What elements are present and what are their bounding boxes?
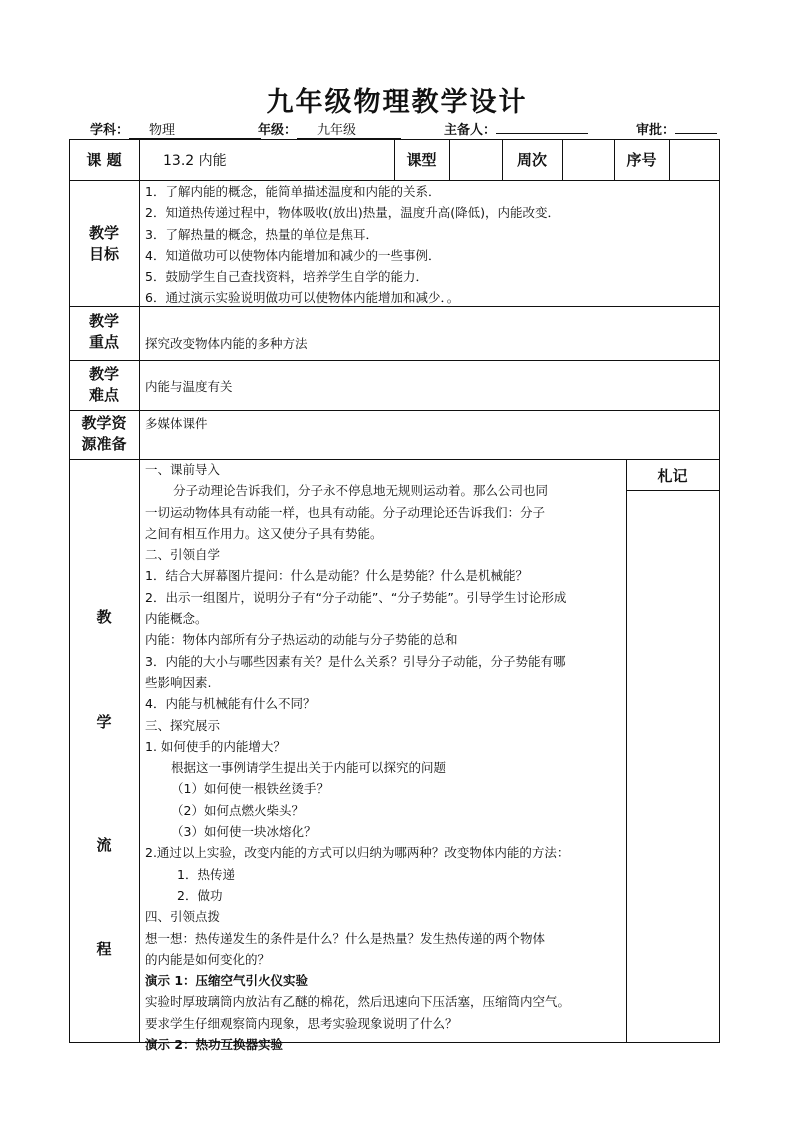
flow-line: 演示 1：压缩空气引火仪实验: [145, 973, 309, 989]
flow-line: 2．做功: [177, 887, 223, 903]
objectives-label: [69, 223, 139, 265]
key-point-label: [69, 311, 139, 353]
flow-line: 4．内能与机械能有什么不同？: [145, 696, 316, 712]
flow-line: 演示 2：热功互换器实验: [145, 1037, 284, 1053]
objective-item: 1．了解内能的概念，能简单描述温度和内能的关系．: [145, 184, 441, 199]
objectives-list: [145, 181, 715, 309]
difficulty-text: 内能与温度有关: [145, 379, 233, 394]
objective-item: 2．知道热传递过程中，物体吸收(放出)热量，温度升高(降低)，内能改变．: [145, 205, 560, 221]
difficulty-label-line1: 教学: [88, 365, 119, 383]
teaching-flow-content: [145, 459, 623, 1055]
objectives-label-line1: 教学: [88, 224, 119, 242]
flow-line: 1. 如何使手的内能增大？: [145, 738, 286, 754]
type-value: [449, 139, 502, 180]
week-value: [562, 139, 614, 180]
flow-label-char: 学: [96, 713, 112, 731]
resources-label-line1: 教学资: [81, 414, 127, 432]
grade-field: [258, 119, 401, 139]
flow-line: 3．内能的大小与哪些因素有关？是什么关系？引导分子动能，分子势能有哪: [145, 653, 566, 669]
flow-line: 根据这一事例请学生提出关于内能可以探究的问题: [171, 760, 447, 776]
review-label: 审批：: [636, 123, 676, 138]
flow-line: 2.通过以上实验，改变内能的方式可以归纳为哪两种？改变物体内能的方法：: [145, 845, 570, 861]
flow-label-char: 流: [96, 836, 112, 854]
flow-line: 二、引领自学: [145, 547, 221, 563]
flow-label-char: 程: [96, 940, 112, 958]
flow-line: 实验时厚玻璃筒内放沾有乙醚的棉花，然后迅速向下压活塞，压缩筒内空气。: [145, 994, 571, 1010]
difficulty-label-line2: 难点: [88, 386, 119, 404]
objective-item: 4．知道做功可以使物体内能增加和减少的一些事例．: [145, 247, 441, 263]
resources-label-line2: 源准备: [81, 435, 127, 453]
flow-line: （2）如何点燃火柴头？: [171, 802, 304, 818]
subject-field: [90, 119, 261, 139]
flow-line: 要求学生仔细观察筒内现象，思考实验现象说明了什么？: [145, 1015, 458, 1031]
grade-value: 九年级: [297, 123, 401, 139]
review-field: [636, 119, 717, 138]
flow-line: （1）如何使一根铁丝烫手？: [171, 781, 329, 797]
flow-line: 四、引领点拨: [145, 909, 221, 925]
key-point-text: 探究改变物体内能的多种方法: [145, 336, 308, 351]
seq-value: [669, 139, 719, 180]
lesson-plan-table: [69, 139, 720, 1053]
objective-item: 6．通过演示实验说明做功可以使物体内能增加和减少．。: [145, 290, 460, 306]
week-label: 周次: [516, 151, 547, 169]
grade-label: 年级：: [258, 123, 298, 138]
objective-item: 5．鼓励学生自己查找资料，培养学生自学的能力．: [145, 269, 428, 285]
preparer-label: 主备人：: [444, 123, 497, 138]
difficulty-label: [69, 364, 139, 406]
flow-line: 内能：物体内部所有分子热运动的动能与分子势能的总和: [145, 632, 458, 648]
subject-value: 物理: [129, 123, 261, 139]
flow-line: 想一想：热传递发生的条件是什么？什么是热量？发生热传递的两个物体: [145, 930, 546, 946]
flow-label-char: 教: [96, 608, 112, 626]
topic-label: 课 题: [86, 151, 122, 169]
resources-text: 多媒体课件: [145, 416, 208, 431]
preparer-field: [444, 119, 588, 138]
flow-line: 些影响因素.: [145, 674, 212, 690]
review-value: [675, 133, 717, 134]
preparer-value: [496, 133, 588, 134]
key-point-label-line2: 重点: [88, 333, 119, 351]
flow-line: 内能概念。: [145, 611, 208, 627]
flow-line: 1．热传递: [177, 866, 235, 882]
flow-line: 一、课前导入: [145, 462, 221, 477]
subject-label: 学科：: [90, 123, 130, 138]
key-point-label-line1: 教学: [88, 312, 119, 330]
flow-line: 之间有相互作用力。这又使分子具有势能。: [145, 525, 383, 541]
flow-line: （3）如何使一块冰熔化？: [171, 824, 317, 840]
page-title: 九年级物理教学设计: [266, 87, 528, 118]
topic-value: 13.2 内能: [163, 152, 227, 169]
resources-label: [69, 413, 139, 455]
flow-line: 分子动理论告诉我们，分子永不停息地无规则运动着。那么公司也同: [173, 483, 549, 499]
flow-line: 1．结合大屏幕图片提问：什么是动能？什么是势能？什么是机械能？: [145, 568, 528, 584]
objective-item: 3．了解热量的概念，热量的单位是焦耳．: [145, 226, 378, 242]
flow-line: 的内能是如何变化的？: [145, 951, 271, 967]
flow-line: 2．出示一组图片，说明分子有“分子动能”、“分子势能”。引导学生讨论形成: [145, 589, 567, 605]
objectives-label-line2: 目标: [88, 245, 119, 263]
seq-label: 序号: [626, 151, 657, 169]
flow-line: 一切运动物体具有动能一样，也具有动能。分子动理论还告诉我们：分子: [145, 504, 546, 520]
type-label: 课型: [406, 151, 437, 169]
notes-label: 札记: [657, 466, 688, 485]
flow-line: 三、探究展示: [145, 717, 221, 733]
